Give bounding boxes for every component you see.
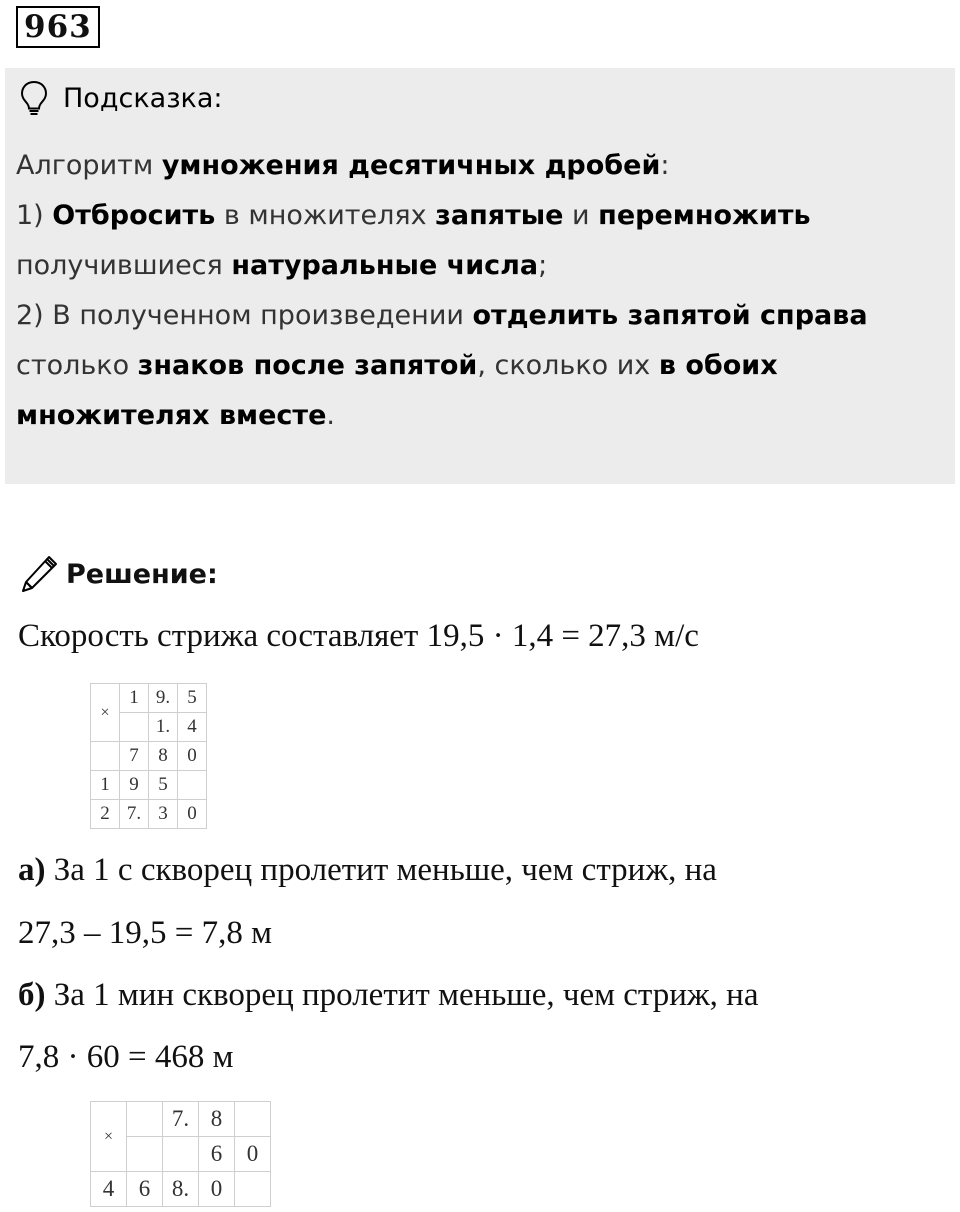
hint-text-segment: перемножить bbox=[598, 200, 811, 231]
hint-title: Подсказка: bbox=[63, 82, 223, 114]
calc-row bbox=[91, 1172, 271, 1207]
calc-digit bbox=[127, 1137, 163, 1172]
hint-text-segment: в обоих bbox=[658, 350, 778, 381]
calc-digit: 0 bbox=[178, 800, 207, 829]
speed-line: Скорость стрижа составляет 19,5 · 1,4 = 27,3 м/с bbox=[18, 618, 699, 654]
hint-header bbox=[19, 80, 223, 116]
calc-digit bbox=[91, 742, 120, 771]
solution-title: Решение: bbox=[66, 558, 218, 590]
hint-text-segment: . bbox=[326, 400, 335, 431]
multiplication-table-1 bbox=[90, 683, 207, 829]
hint-text bbox=[16, 141, 936, 441]
hint-text-segment: в множителях bbox=[215, 200, 436, 231]
calc-digit: 1. bbox=[149, 713, 178, 742]
hint-text-segment: натуральные числа bbox=[231, 250, 539, 281]
calc-digit: 0 bbox=[178, 742, 207, 771]
calc-digit bbox=[235, 1172, 271, 1207]
calc-digit: 1 bbox=[91, 771, 120, 800]
calc-digit bbox=[178, 771, 207, 800]
part-b-line bbox=[18, 977, 758, 1014]
calc-digit: 6 bbox=[199, 1137, 235, 1172]
calc-digit: 4 bbox=[178, 713, 207, 742]
hint-line bbox=[16, 191, 936, 241]
hint-text-segment: ; bbox=[538, 250, 548, 281]
calc-digit: 7. bbox=[163, 1102, 199, 1137]
hint-line bbox=[16, 141, 936, 191]
calc-digit: 9 bbox=[120, 771, 149, 800]
part-a-label: а) bbox=[18, 852, 46, 888]
calc-digit: 0 bbox=[199, 1172, 235, 1207]
part-b-label: б) bbox=[18, 977, 46, 1013]
hint-text-segment: знаков после запятой bbox=[137, 350, 478, 381]
part-a-equation: 27,3 – 19,5 = 7,8 м bbox=[18, 915, 272, 951]
hint-text-segment: запятые bbox=[435, 200, 564, 231]
calc-digit: 9. bbox=[149, 684, 178, 713]
hint-text-segment: столько bbox=[16, 350, 138, 381]
hint-text-segment: отделить запятой справа bbox=[472, 300, 868, 331]
hint-text-segment: Отбросить bbox=[52, 200, 216, 231]
hint-text-segment: 1) bbox=[16, 200, 53, 231]
part-a-text: За 1 с скворец пролетит меньше, чем стриж, на bbox=[45, 852, 717, 888]
calc-digit: 6 bbox=[127, 1172, 163, 1207]
calc-row bbox=[91, 800, 207, 829]
multiplication-table-2 bbox=[90, 1101, 271, 1207]
multiply-sign: × bbox=[91, 684, 120, 742]
hint-line bbox=[16, 241, 936, 291]
part-a-line bbox=[18, 852, 717, 889]
hint-line bbox=[16, 391, 936, 441]
calc-digit: 7 bbox=[120, 742, 149, 771]
calc-digit bbox=[163, 1137, 199, 1172]
calc-digit: 5 bbox=[178, 684, 207, 713]
solution-header bbox=[18, 552, 218, 596]
calc-digit: 8 bbox=[199, 1102, 235, 1137]
hint-text-segment: получившиеся bbox=[16, 250, 232, 281]
hint-text-segment: умножения десятичных дробей bbox=[161, 150, 661, 181]
calc-row bbox=[91, 742, 207, 771]
pencil-icon bbox=[18, 553, 60, 595]
part-b-equation: 7,8 · 60 = 468 м bbox=[18, 1039, 234, 1075]
calc-digit: 4 bbox=[91, 1172, 127, 1207]
calc-digit: 7. bbox=[120, 800, 149, 829]
hint-text-segment: и bbox=[563, 200, 599, 231]
calc-digit: 0 bbox=[235, 1137, 271, 1172]
hint-panel bbox=[5, 68, 955, 484]
lightbulb-icon bbox=[19, 80, 49, 116]
calc-digit: 3 bbox=[149, 800, 178, 829]
hint-text-segment: 2) В полученном произведении bbox=[16, 300, 473, 331]
hint-line bbox=[16, 341, 936, 391]
multiply-sign: × bbox=[91, 1102, 127, 1172]
calc-digit: 5 bbox=[149, 771, 178, 800]
calc-row bbox=[91, 684, 207, 713]
hint-text-segment: множителях вместе bbox=[16, 400, 327, 431]
hint-line bbox=[16, 291, 936, 341]
calc-row bbox=[91, 771, 207, 800]
hint-text-segment: , сколько их bbox=[477, 350, 659, 381]
calc-digit: 8 bbox=[149, 742, 178, 771]
calc-digit: 2 bbox=[91, 800, 120, 829]
task-number: 963 bbox=[16, 6, 100, 48]
part-b-text: За 1 мин скворец пролетит меньше, чем стриж, на bbox=[45, 977, 759, 1013]
calc-row bbox=[91, 1102, 271, 1137]
calc-digit: 1 bbox=[120, 684, 149, 713]
calc-digit bbox=[235, 1102, 271, 1137]
calc-digit bbox=[127, 1102, 163, 1137]
calc-digit bbox=[120, 713, 149, 742]
hint-text-segment: Алгоритм bbox=[16, 150, 162, 181]
hint-text-segment: : bbox=[660, 150, 670, 181]
calc-digit: 8. bbox=[163, 1172, 199, 1207]
